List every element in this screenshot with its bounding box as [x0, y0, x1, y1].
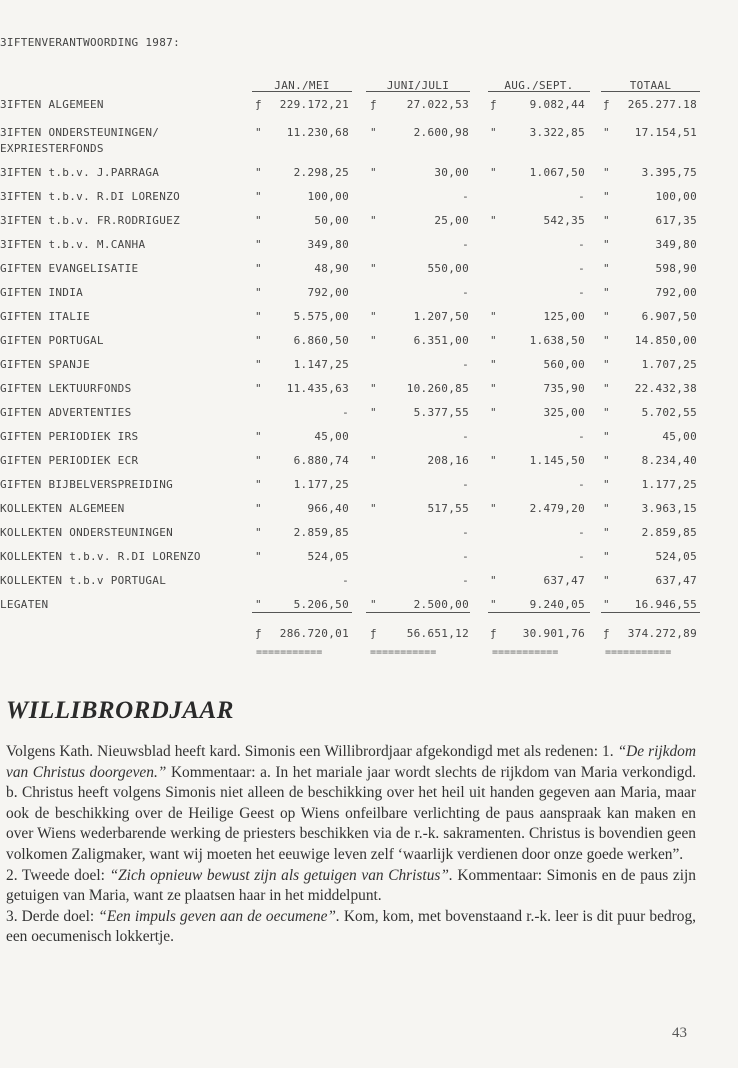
amount-cell: 10.260,85 [406, 382, 469, 395]
currency-mark: " [255, 598, 262, 611]
amount-cell: 542,35 [543, 214, 585, 227]
currency-mark: " [370, 166, 377, 179]
row-label: GIFTEN PERIODIEK IRS [0, 430, 139, 443]
row-label: GIFTEN ITALIE [0, 310, 90, 323]
table-row [0, 334, 738, 350]
currency-mark: " [255, 214, 262, 227]
currency-mark: " [255, 430, 262, 443]
currency-mark: " [603, 502, 610, 515]
amount-cell: 2.600,98 [413, 126, 469, 139]
amount-cell: 11.230,68 [286, 126, 349, 139]
table-row [0, 190, 738, 206]
page-number: 43 [672, 1025, 687, 1041]
table-row [0, 550, 738, 566]
amount-cell: 265.277.18 [627, 98, 697, 111]
amount-cell: 6.907,50 [641, 310, 697, 323]
amount-cell: - [462, 478, 469, 491]
currency-mark: ƒ [603, 627, 610, 640]
currency-mark: " [370, 598, 377, 611]
amount-cell: 48,90 [314, 262, 349, 275]
amount-cell: - [342, 574, 349, 587]
paragraph-text: Kommentaar: a. In het mariale jaar wordt slechts de rijkdom van Maria verkondigd. b. Christus heeft volgens Simonis niet alleen de beschikking over het heil uit handen gegeven aan Maria, maar ook de beschikking over de Heilige Geest op Wiens onfeilbare verlichting de paus aanspraak kan maken en over Wiens wederbarende werking de priesters beschikken via de r.-k. sakramenten. Christus is bovendien geen volkomen Zaligmaker, want wij moeten het eeuwige leven zelf ‘waarlijk verdienen door onze goede werken”. [6, 763, 696, 863]
table-row [0, 382, 738, 398]
table-row [0, 430, 738, 446]
row-label: 3IFTEN t.b.v. R.DI LORENZO [0, 190, 180, 203]
currency-mark: " [370, 126, 377, 139]
amount-cell: - [578, 526, 585, 539]
currency-mark: " [603, 166, 610, 179]
currency-mark: " [603, 262, 610, 275]
amount-cell: 637,47 [655, 574, 697, 587]
double-rule: =========== [256, 647, 323, 658]
paragraph [6, 742, 696, 866]
amount-cell: 45,00 [662, 430, 697, 443]
amount-cell: - [578, 238, 585, 251]
currency-mark: " [370, 310, 377, 323]
amount-cell: - [462, 550, 469, 563]
amount-cell: 5.377,55 [413, 406, 469, 419]
amount-cell: 1.207,50 [413, 310, 469, 323]
table-row [0, 478, 738, 494]
amount-cell: 45,00 [314, 430, 349, 443]
amount-cell: 3.322,85 [529, 126, 585, 139]
paragraph-text: Kommentaar: Simonis en de paus zijn getuigen van Maria, want ze plaatsen haar in het middelpunt. [6, 866, 696, 905]
amount-cell: 1.147,25 [293, 358, 349, 371]
row-label: 3IFTEN t.b.v. J.PARRAGA [0, 166, 160, 179]
quoted-goal: “Zich opnieuw bewust zijn als getuigen van Christus”. [109, 866, 453, 884]
currency-mark: ƒ [370, 98, 377, 111]
row-label: 3IFTEN t.b.v. M.CANHA [0, 238, 146, 251]
table-row [0, 454, 738, 470]
amount-cell: 25,00 [434, 214, 469, 227]
currency-mark: " [255, 334, 262, 347]
amount-cell: - [578, 262, 585, 275]
currency-mark: " [255, 550, 262, 563]
amount-cell: 349,80 [307, 238, 349, 251]
amount-cell: 374.272,89 [627, 627, 697, 640]
double-rule: =========== [370, 647, 437, 658]
row-label: GIFTEN PERIODIEK ECR [0, 454, 139, 467]
amount-cell: 27.022,53 [406, 98, 469, 111]
currency-mark: " [255, 286, 262, 299]
column-header: AUG./SEPT. [504, 79, 574, 92]
amount-cell: 17.154,51 [634, 126, 697, 139]
amount-cell: 2.479,20 [529, 502, 585, 515]
amount-cell: 125,00 [543, 310, 585, 323]
amount-cell: - [462, 574, 469, 587]
currency-mark: " [255, 262, 262, 275]
row-label: GIFTEN EVANGELISATIE [0, 262, 139, 275]
currency-mark: " [490, 382, 497, 395]
amount-cell: 560,00 [543, 358, 585, 371]
amount-cell: 11.435,63 [286, 382, 349, 395]
amount-cell: 6.860,50 [293, 334, 349, 347]
amount-cell: 792,00 [307, 286, 349, 299]
currency-mark: " [255, 526, 262, 539]
amount-cell: - [462, 430, 469, 443]
table-row [0, 286, 738, 302]
currency-mark: " [603, 526, 610, 539]
amount-cell: - [462, 238, 469, 251]
amount-cell: 524,05 [307, 550, 349, 563]
currency-mark: " [603, 406, 610, 419]
amount-cell: 100,00 [307, 190, 349, 203]
table-row [0, 406, 738, 422]
amount-cell: 2.859,85 [641, 526, 697, 539]
amount-cell: 22.432,38 [634, 382, 697, 395]
amount-cell: 550,00 [427, 262, 469, 275]
currency-mark: " [255, 382, 262, 395]
currency-mark: " [490, 598, 497, 611]
currency-mark: " [490, 126, 497, 139]
amount-cell: 735,90 [543, 382, 585, 395]
row-label: GIFTEN LEKTUURFONDS [0, 382, 132, 395]
currency-mark: ƒ [490, 627, 497, 640]
amount-cell: 56.651,12 [406, 627, 469, 640]
table-row [0, 358, 738, 374]
amount-cell: - [462, 526, 469, 539]
amount-cell: - [578, 478, 585, 491]
column-header-rule [366, 91, 470, 92]
currency-mark: " [370, 334, 377, 347]
sum-rule [488, 612, 590, 613]
table-row [0, 126, 738, 155]
table-row [0, 310, 738, 326]
currency-mark: " [603, 334, 610, 347]
currency-mark: ƒ [603, 98, 610, 111]
column-header: JUNI/JULI [386, 79, 450, 92]
quoted-goal: “De rijkdom van Christus doorgeven.” [6, 743, 696, 781]
currency-mark: " [490, 502, 497, 515]
amount-cell: - [342, 406, 349, 419]
body-text [6, 742, 696, 948]
amount-cell: - [462, 190, 469, 203]
column-header-rule [488, 91, 590, 92]
column-header: TOTAAL [629, 79, 672, 92]
amount-cell: 50,00 [314, 214, 349, 227]
currency-mark: " [603, 310, 610, 323]
amount-cell: 8.234,40 [641, 454, 697, 467]
row-label: GIFTEN ADVERTENTIES [0, 406, 132, 419]
amount-cell: 1.707,25 [641, 358, 697, 371]
amount-cell: 100,00 [655, 190, 697, 203]
column-header-rule [601, 91, 700, 92]
currency-mark: " [603, 382, 610, 395]
amount-cell: 6.351,00 [413, 334, 469, 347]
amount-cell: 1.067,50 [529, 166, 585, 179]
row-label: KOLLEKTEN ONDERSTEUNINGEN [0, 526, 174, 539]
amount-cell: 966,40 [307, 502, 349, 515]
document-heading: 3IFTENVERANTWOORDING 1987: [0, 36, 180, 49]
paragraph [6, 866, 696, 907]
currency-mark: " [370, 502, 377, 515]
double-rule: =========== [492, 647, 559, 658]
amount-cell: 617,35 [655, 214, 697, 227]
currency-mark: " [490, 310, 497, 323]
currency-mark: " [370, 406, 377, 419]
currency-mark: " [490, 406, 497, 419]
paragraph-text: 3. Derde doel: [6, 907, 99, 925]
currency-mark: " [603, 126, 610, 139]
row-label-continued: EXPRIESTERFONDS [0, 142, 104, 155]
currency-mark: " [490, 454, 497, 467]
paragraph-text: Kom, kom, met bovenstaand r.-k. leer is dit puur bedrog, een oecumenisch lokkertje. [6, 907, 696, 946]
currency-mark: " [603, 238, 610, 251]
amount-cell: 325,00 [543, 406, 585, 419]
row-label: GIFTEN BIJBELVERSPREIDING [0, 478, 174, 491]
currency-mark: ƒ [490, 98, 497, 111]
amount-cell: - [578, 430, 585, 443]
row-label: KOLLEKTEN ALGEMEEN [0, 502, 125, 515]
currency-mark: " [490, 358, 497, 371]
currency-mark: " [490, 166, 497, 179]
currency-mark: " [255, 502, 262, 515]
row-label: GIFTEN SPANJE [0, 358, 90, 371]
amount-cell: 5.575,00 [293, 310, 349, 323]
column-header: JAN./MEI [274, 79, 330, 92]
currency-mark: ƒ [370, 627, 377, 640]
amount-cell: 792,00 [655, 286, 697, 299]
currency-mark: " [603, 598, 610, 611]
currency-mark: " [603, 454, 610, 467]
amount-cell: 9.082,44 [529, 98, 585, 111]
amount-cell: 349,80 [655, 238, 697, 251]
amount-cell: 208,16 [427, 454, 469, 467]
currency-mark: " [603, 286, 610, 299]
amount-cell: 1.638,50 [529, 334, 585, 347]
currency-mark: " [603, 550, 610, 563]
amount-cell: 637,47 [543, 574, 585, 587]
amount-cell: 3.395,75 [641, 166, 697, 179]
amount-cell: 524,05 [655, 550, 697, 563]
currency-mark: " [603, 214, 610, 227]
amount-cell: 16.946,55 [634, 598, 697, 611]
amount-cell: 2.500,00 [413, 598, 469, 611]
currency-mark: " [255, 358, 262, 371]
quoted-goal: “Een impuls geven aan de oecumene”. [98, 907, 340, 925]
amount-cell: 30,00 [434, 166, 469, 179]
amount-cell: 14.850,00 [634, 334, 697, 347]
currency-mark: " [255, 478, 262, 491]
currency-mark: ƒ [255, 627, 262, 640]
amount-cell: - [462, 358, 469, 371]
amount-cell: 30.901,76 [522, 627, 585, 640]
amount-cell: 5.702,55 [641, 406, 697, 419]
amount-cell: 6.880,74 [293, 454, 349, 467]
table-row [0, 526, 738, 542]
amount-cell: - [462, 286, 469, 299]
amount-cell: 3.963,15 [641, 502, 697, 515]
currency-mark: " [603, 478, 610, 491]
currency-mark: " [490, 334, 497, 347]
currency-mark: ƒ [255, 98, 262, 111]
sum-rule [252, 612, 352, 613]
amount-cell: 598,90 [655, 262, 697, 275]
paragraph-text: 2. Tweede doel: [6, 866, 110, 884]
row-label: LEGATEN [0, 598, 49, 611]
currency-mark: " [490, 214, 497, 227]
currency-mark: " [370, 262, 377, 275]
amount-cell: 286.720,01 [279, 627, 349, 640]
row-label: KOLLEKTEN t.b.v PORTUGAL [0, 574, 167, 587]
currency-mark: " [490, 574, 497, 587]
row-label: 3IFTEN ONDERSTEUNINGEN/ [0, 126, 160, 139]
currency-mark: " [370, 454, 377, 467]
table-row [0, 166, 738, 182]
currency-mark: " [255, 238, 262, 251]
row-label: 3IFTEN t.b.v. FR.RODRIGUEZ [0, 214, 180, 227]
amount-cell: - [578, 286, 585, 299]
paragraph-text: Volgens Kath. Nieuwsblad heeft kard. Simonis een Willibrordjaar afgekondigd met als redenen: 1. [6, 743, 618, 760]
currency-mark: " [255, 166, 262, 179]
table-row [0, 214, 738, 230]
table-row [0, 238, 738, 254]
amount-cell: 2.298,25 [293, 166, 349, 179]
currency-mark: " [603, 574, 610, 587]
currency-mark: " [255, 190, 262, 203]
row-label: KOLLEKTEN t.b.v. R.DI LORENZO [0, 550, 201, 563]
row-label: GIFTEN PORTUGAL [0, 334, 104, 347]
currency-mark: " [603, 190, 610, 203]
row-label: GIFTEN INDIA [0, 286, 84, 299]
row-label: 3IFTEN ALGEMEEN [0, 98, 104, 111]
totals-row [0, 627, 738, 643]
amount-cell: 5.206,50 [293, 598, 349, 611]
amount-cell: 2.859,85 [293, 526, 349, 539]
paragraph [6, 907, 696, 948]
currency-mark: " [603, 358, 610, 371]
currency-mark: " [370, 382, 377, 395]
table-row [0, 98, 738, 114]
currency-mark: " [255, 310, 262, 323]
currency-mark: " [370, 214, 377, 227]
table-row [0, 574, 738, 590]
amount-cell: 517,55 [427, 502, 469, 515]
amount-cell: 1.177,25 [641, 478, 697, 491]
sum-rule [601, 612, 700, 613]
double-rule: =========== [605, 647, 672, 658]
sum-rule [366, 612, 470, 613]
amount-cell: - [578, 550, 585, 563]
amount-cell: 9.240,05 [529, 598, 585, 611]
currency-mark: " [255, 126, 262, 139]
amount-cell: 229.172,21 [279, 98, 349, 111]
amount-cell: 1.177,25 [293, 478, 349, 491]
section-title: WILLIBRORDJAAR [6, 697, 234, 724]
table-row [0, 502, 738, 518]
currency-mark: " [255, 454, 262, 467]
amount-cell: 1.145,50 [529, 454, 585, 467]
amount-cell: - [578, 190, 585, 203]
currency-mark: " [603, 430, 610, 443]
table-row [0, 262, 738, 278]
column-header-rule [252, 91, 352, 92]
